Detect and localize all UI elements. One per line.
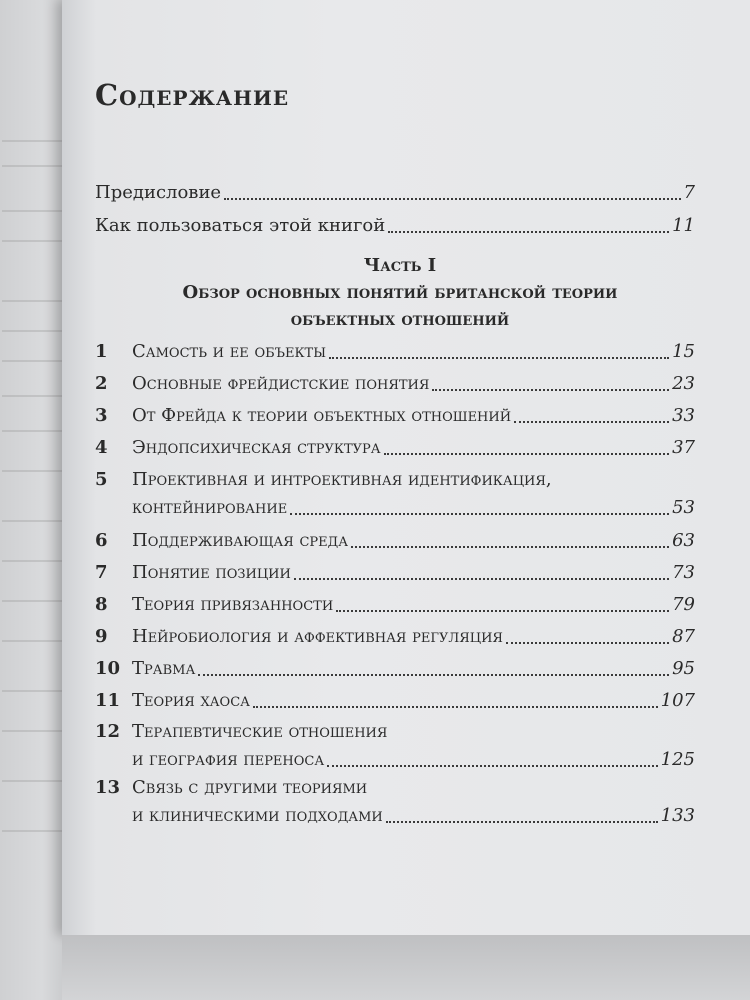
toc-entry-label: Нейробиология и аффективная регуляция [132, 626, 503, 647]
leader-dots [432, 389, 669, 391]
toc-entry-label-line1[interactable]: Связь с другими теориями [132, 777, 368, 798]
toc-entry-preface[interactable] [95, 181, 695, 205]
toc-page-number: 11 [672, 215, 695, 236]
toc-page-number: 95 [672, 658, 695, 679]
toc-entry-chapter-3[interactable] [132, 404, 695, 428]
toc-entry-label: Понятие позиции [132, 562, 291, 583]
toc-page-number: 37 [672, 437, 695, 458]
chapter-number: 5 [95, 469, 108, 490]
chapter-number: 13 [95, 777, 121, 798]
leader-dots [290, 513, 669, 515]
part-title-line1: Обзор основных понятий британской теории [182, 282, 618, 303]
toc-page-number: 63 [672, 530, 695, 551]
toc-entry-label: Основные фрейдистские понятия [132, 373, 430, 394]
toc-entry-label: Предисловие [95, 182, 222, 203]
toc-entry-label-line1[interactable]: Проективная и интроективная идентификация, [132, 469, 552, 490]
leader-dots [224, 198, 680, 200]
toc-entry-label: и география переноса [132, 749, 325, 770]
leader-dots [351, 546, 669, 548]
chapter-number: 11 [95, 690, 121, 711]
chapter-number: 10 [95, 658, 121, 679]
toc-entry-label: Поддерживающая среда [132, 530, 349, 551]
toc-entry-chapter-4[interactable] [132, 436, 695, 460]
toc-page-number: 73 [672, 562, 695, 583]
toc-page-number: 33 [672, 405, 695, 426]
toc-entry-label: Теория хаоса [132, 690, 251, 711]
toc-entry-chapter-13[interactable] [132, 804, 695, 828]
leader-dots [388, 231, 669, 233]
leader-dots [327, 765, 657, 767]
toc-page-number: 79 [672, 594, 695, 615]
leader-dots [198, 674, 669, 676]
leader-dots [386, 821, 658, 823]
chapter-number: 2 [95, 373, 108, 394]
toc-entry-label: Эндопсихическая структура [132, 437, 381, 458]
leader-dots [384, 453, 669, 455]
chapter-number: 8 [95, 594, 108, 615]
toc-page-number: 87 [672, 626, 695, 647]
part-label: Часть I [363, 255, 437, 276]
leader-dots [336, 610, 669, 612]
toc-page-number: 7 [683, 182, 695, 203]
page-title: Содержание [95, 78, 290, 112]
toc-entry-chapter-6[interactable] [132, 529, 695, 553]
toc-entry-label: Самость и ее объекты [132, 341, 326, 362]
leader-dots [253, 706, 658, 708]
chapter-number: 4 [95, 437, 108, 458]
toc-entry-chapter-7[interactable] [132, 561, 695, 585]
toc-entry-label: контейнирование [132, 497, 288, 518]
toc-entry-chapter-8[interactable] [132, 593, 695, 617]
toc-entry-label: Как пользоваться этой книгой [95, 215, 386, 236]
leader-dots [294, 578, 669, 580]
leader-dots [514, 421, 669, 423]
toc-entry-label: Травма [132, 658, 196, 679]
page-bottom-shadow [62, 935, 750, 1000]
toc-entry-label: Теория привязанности [132, 594, 334, 615]
toc-page-number: 53 [672, 497, 695, 518]
toc-entry-how-to-use[interactable] [95, 214, 695, 238]
chapter-number: 6 [95, 530, 108, 551]
toc-entry-chapter-2[interactable] [132, 372, 695, 396]
chapter-number: 9 [95, 626, 108, 647]
toc-entry-chapter-9[interactable] [132, 625, 695, 649]
chapter-number: 3 [95, 405, 108, 426]
leader-dots [506, 642, 669, 644]
chapter-number: 12 [95, 721, 121, 742]
toc-entry-label: и клиническими подходами [132, 805, 383, 826]
leader-dots [329, 357, 669, 359]
toc-entry-label-line1[interactable]: Терапевтические отношения [132, 721, 388, 742]
toc-entry-chapter-5[interactable] [132, 496, 695, 520]
toc-entry-chapter-1[interactable] [132, 340, 695, 364]
chapter-number: 7 [95, 562, 108, 583]
toc-page-number: 15 [672, 341, 695, 362]
toc-page-number: 107 [660, 690, 695, 711]
toc-entry-label: От Фрейда к теории объектных отношений [132, 405, 512, 426]
toc-entry-chapter-10[interactable] [132, 657, 695, 681]
part-title-line2: объектных отношений [290, 309, 510, 330]
toc-page-number: 23 [672, 373, 695, 394]
chapter-number: 1 [95, 341, 108, 362]
underlying-page-edge [0, 0, 70, 1000]
toc-page-number: 133 [660, 805, 695, 826]
toc-page-number: 125 [660, 749, 695, 770]
toc-entry-chapter-11[interactable] [132, 689, 695, 713]
toc-entry-chapter-12[interactable] [132, 748, 695, 772]
